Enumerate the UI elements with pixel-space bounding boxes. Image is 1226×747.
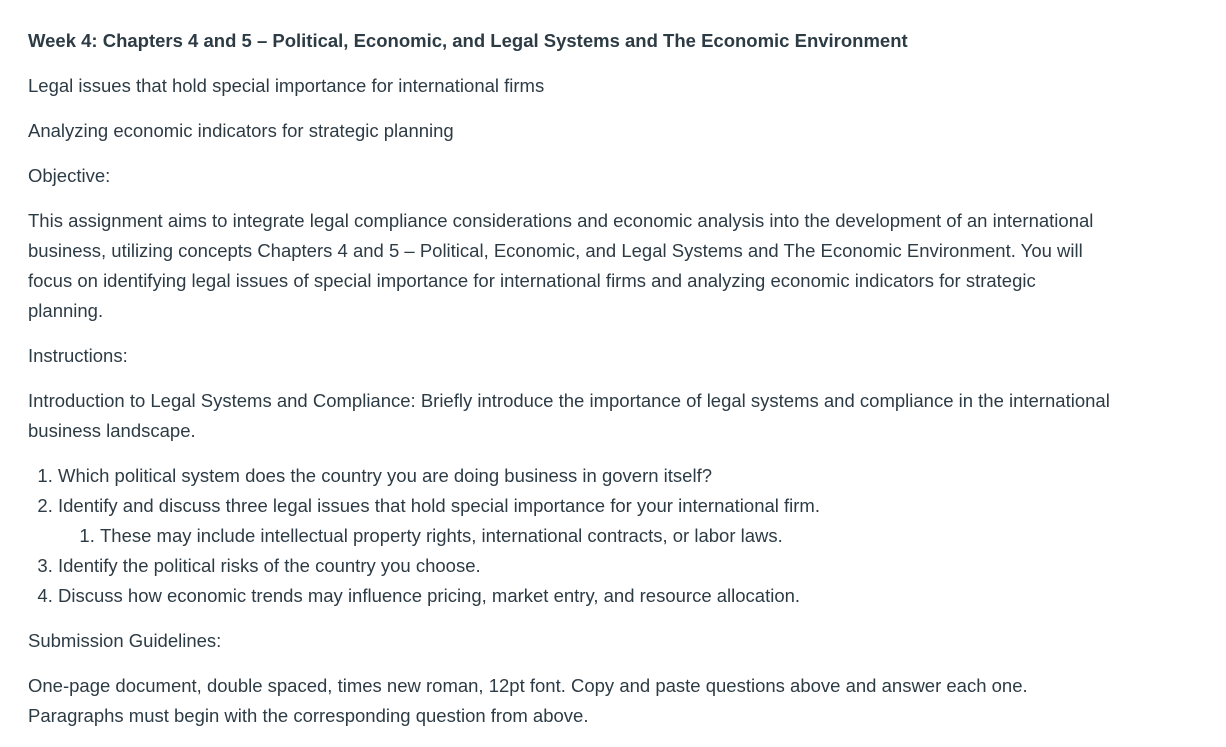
sub-question-list (58, 521, 1196, 551)
question-list (28, 461, 1196, 611)
objective-heading: Objective: (28, 165, 111, 186)
intro-text: Introduction to Legal Systems and Compliance: Briefly introduce the importance of legal systems and compliance in the international business landscape. (28, 390, 1110, 441)
question-item-4 (58, 581, 1196, 611)
submission-text: One-page document, double spaced, times new roman, 12pt font. Copy and paste questions above and answer each one. Paragraphs must begin with the corresponding question from above. (28, 675, 1028, 726)
question-text: Identify and discuss three legal issues that hold special importance for your international firm. (58, 495, 820, 516)
question-item-3 (58, 551, 1196, 581)
sub-question-item-1 (100, 521, 1196, 551)
sub-question-text: These may include intellectual property rights, international contracts, or labor laws. (100, 525, 783, 546)
question-text: Identify the political risks of the country you choose. (58, 555, 481, 576)
question-text: Which political system does the country you are doing business in govern itself? (58, 465, 713, 486)
submission-heading: Submission Guidelines: (28, 630, 222, 651)
objective-text: This assignment aims to integrate legal compliance considerations and economic analysis into the development of an international business, utilizing concepts Chapters 4 and 5 – Political, Economic, and Legal Systems and The Economic Environment. You will focus on identifying legal issues of special importance for international firms and analyzing economic indicators for strategic planning. (28, 210, 1094, 321)
subtopic-legal-issues: Legal issues that hold special importance for international firms (28, 75, 545, 96)
question-text: Discuss how economic trends may influence pricing, market entry, and resource allocation. (58, 585, 801, 606)
question-item-1 (58, 461, 1196, 491)
page-title: Week 4: Chapters 4 and 5 – Political, Economic, and Legal Systems and The Economic Environment (28, 30, 908, 51)
question-item-2 (58, 491, 1196, 551)
subtopic-economic-indicators: Analyzing economic indicators for strategic planning (28, 120, 454, 141)
instructions-heading: Instructions: (28, 345, 128, 366)
